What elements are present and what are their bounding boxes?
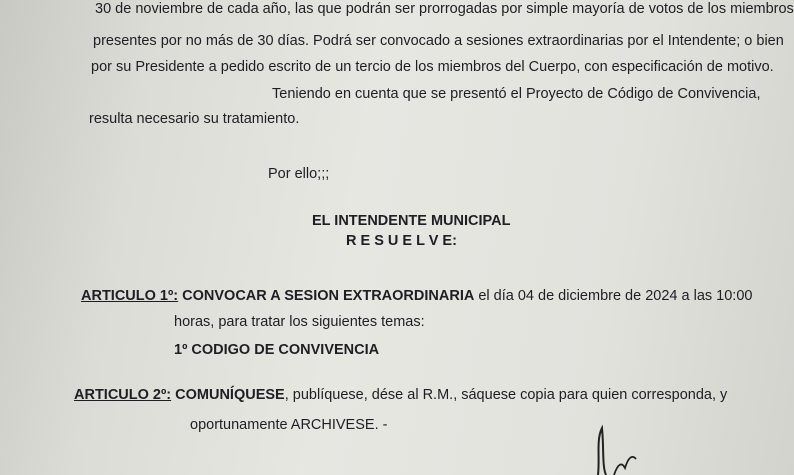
- articulo-1-label: ARTICULO 1º:: [81, 288, 179, 304]
- articulo-1-line-2: horas, para tratar los siguientes temas:: [174, 314, 425, 330]
- heading-title: EL INTENDENTE MUNICIPAL: [312, 213, 511, 229]
- articulo-2-rest: , publíquese, dése al R.M., sáquese copia para quien corresponda, y: [284, 387, 728, 403]
- signature-mark: [592, 418, 652, 475]
- articulo-2-label: ARTICULO 2º:: [74, 387, 172, 403]
- paragraph-line-5: resulta necesario su tratamiento.: [89, 111, 300, 127]
- paragraph-line-1: 30 de noviembre de cada año, las que podrán ser prorrogadas por simple mayoría de votos de los miembros: [95, 1, 794, 17]
- paragraph-line-2: presentes por no más de 30 días. Podrá ser convocado a sesiones extraordinarias por el Intendente; o bien: [93, 33, 784, 49]
- articulo-1-line: [81, 287, 752, 305]
- articulo-1-item: 1º CODIGO DE CONVIVENCIA: [174, 342, 380, 358]
- paragraph-line-4: Teniendo en cuenta que se presentó el Proyecto de Código de Convivencia,: [272, 86, 761, 102]
- articulo-2-line-2: oportunamente ARCHIVESE. -: [190, 417, 388, 433]
- articulo-1-rest: el día 04 de diciembre de 2024 a las 10:00: [478, 288, 753, 304]
- paragraph-line-3: por su Presidente a pedido escrito de un tercio de los miembros del Cuerpo, con especificación de motivo.: [91, 59, 774, 75]
- articulo-2-lead: COMUNÍQUESE: [175, 387, 285, 403]
- heading-resuelve: R E S U E L V E:: [346, 233, 457, 249]
- articulo-2-line: [74, 386, 727, 404]
- articulo-1-lead: CONVOCAR A SESION EXTRAORDINARIA: [182, 288, 475, 304]
- por-ello-text: Por ello;;;: [268, 166, 330, 182]
